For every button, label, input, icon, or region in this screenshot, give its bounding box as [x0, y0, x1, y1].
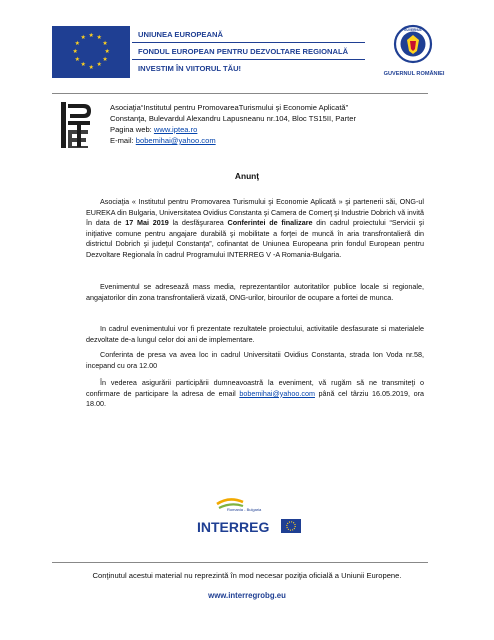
p5-text-a: În vederea asigurării participării dumneavoastră la eveniment, vă rugăm să ne transmiteţi o confirmare de participare la adresa de email — [86, 378, 424, 398]
eu-flag — [52, 26, 130, 78]
p1-text-b: la desfăşurarea — [168, 218, 228, 228]
paragraph-press: Conferinta de presa va avea loc in cadrul Universitatii Ovidius Constanta, strada Ion Voda nr.58, incepand cu ora 12.00 — [86, 350, 424, 370]
eu-banner — [132, 26, 365, 78]
org-email-row — [110, 135, 356, 146]
government-label: GUVERNUL ROMÂNIEI — [383, 71, 445, 77]
eu-star-icon: ★ — [102, 40, 108, 47]
romanian-government-crest — [393, 24, 433, 70]
eu-motto: INVESTIM ÎN VIITORUL TĂU! — [138, 64, 242, 73]
organization-info — [110, 102, 356, 146]
event-name: Conferintei de finalizare — [227, 218, 313, 228]
web-label: Pagina web: — [110, 125, 154, 134]
event-date: 17 Mai 2019 — [125, 218, 169, 228]
paragraph-results: In cadrul evenimentului vor fi prezentate rezultatele proiectului, activitatile desfasurate si materialele dezvoltate de-a lungul celor doi ani de implementare. — [86, 324, 424, 344]
email-link[interactable]: bobemihai@yahoo.com — [135, 136, 216, 145]
org-address: Constanţa, Bulevardul Alexandru Lapusneanu nr.104, Bloc TS15II, Parter — [110, 114, 356, 123]
eu-star-icon: ★ — [104, 48, 110, 55]
org-name: Asociaţia“Institutul pentru PromovareaTurismului şi Economie Aplicată” — [110, 103, 349, 112]
eu-star-icon: ★ — [80, 34, 86, 41]
interreg-logo — [195, 496, 305, 542]
eu-star-icon: ★ — [88, 64, 94, 71]
crest-lettering: GUVERNUL — [404, 27, 422, 32]
eu-star-icon: ★ — [72, 48, 78, 55]
p5-text-b: până cel târziu 16.05.2019, ora 18.00. — [86, 388, 424, 409]
p1-text-a: Asociaţia « Institutul pentru Promovarea Turismului şi Economie Aplicată » şi partenerii săi, ONG-ul EUREKA din Bulgaria, Universitatea Ovidius Constanta şi Camera de Comerţ şi Industrie Dobrich vă invită în data de — [86, 197, 424, 228]
eu-disclaimer: Conţinutul acestui material nu reprezintă în mod necesar poziţia oficială a Uniunii Europene. — [92, 571, 402, 580]
eu-star-icon: ★ — [96, 62, 102, 69]
eu-union-label: UNIUNEA EUROPEANĂ — [132, 26, 365, 43]
page-title: Anunţ — [234, 171, 260, 181]
org-web-row — [110, 124, 356, 135]
web-link[interactable]: www.iptea.ro — [153, 125, 198, 134]
eu-star-icon: ★ — [80, 62, 86, 69]
email-label: E-mail: — [110, 136, 136, 145]
confirmation-email-link[interactable]: bobemihai@yahoo.com — [239, 388, 315, 398]
eu-star-icon: ★ — [88, 32, 94, 39]
header-divider — [52, 93, 428, 94]
eu-star-icon: ★ — [74, 56, 81, 63]
interreg-subtitle: Romania - Bulgaria — [227, 507, 262, 512]
paragraph-audience: Evenimentul se adresează mass media, reprezentantilor autoritatilor publice locale si regionale, angajatorilor din zona transfrontalieră vizată, ONG-urilor, birourilor de ocupare a fortei de munca. — [86, 282, 424, 302]
paragraph-confirmation — [86, 378, 424, 410]
paragraph-invitation — [86, 197, 424, 261]
footer-divider — [52, 562, 428, 563]
eu-star-icon: ★ — [96, 34, 102, 41]
iptea-logo — [58, 100, 94, 150]
interreg-wordmark: INTERREG — [197, 519, 270, 535]
p1-text-c: din cadrul proiectului “Servicii şi iniţiative comune pentru angajare durabilă şi mobilitate a forţei de muncă în aria transfrontalieră din districtul Dobrich şi judeţul Constanţa”, cofinantat de Uniunea Europeana prin fondul European pentru Dezvoltare Regionala în cadrul Programului INTERREG V -A Romania-Bulgaria. — [86, 218, 424, 259]
eu-star-icon: ★ — [74, 40, 81, 47]
eu-star-icon: ★ — [102, 56, 108, 63]
eu-fund-label: FONDUL EUROPEAN PENTRU DEZVOLTARE REGIONALĂ — [132, 43, 365, 60]
footer-website-link[interactable]: www.interregrobg.eu — [208, 591, 286, 600]
